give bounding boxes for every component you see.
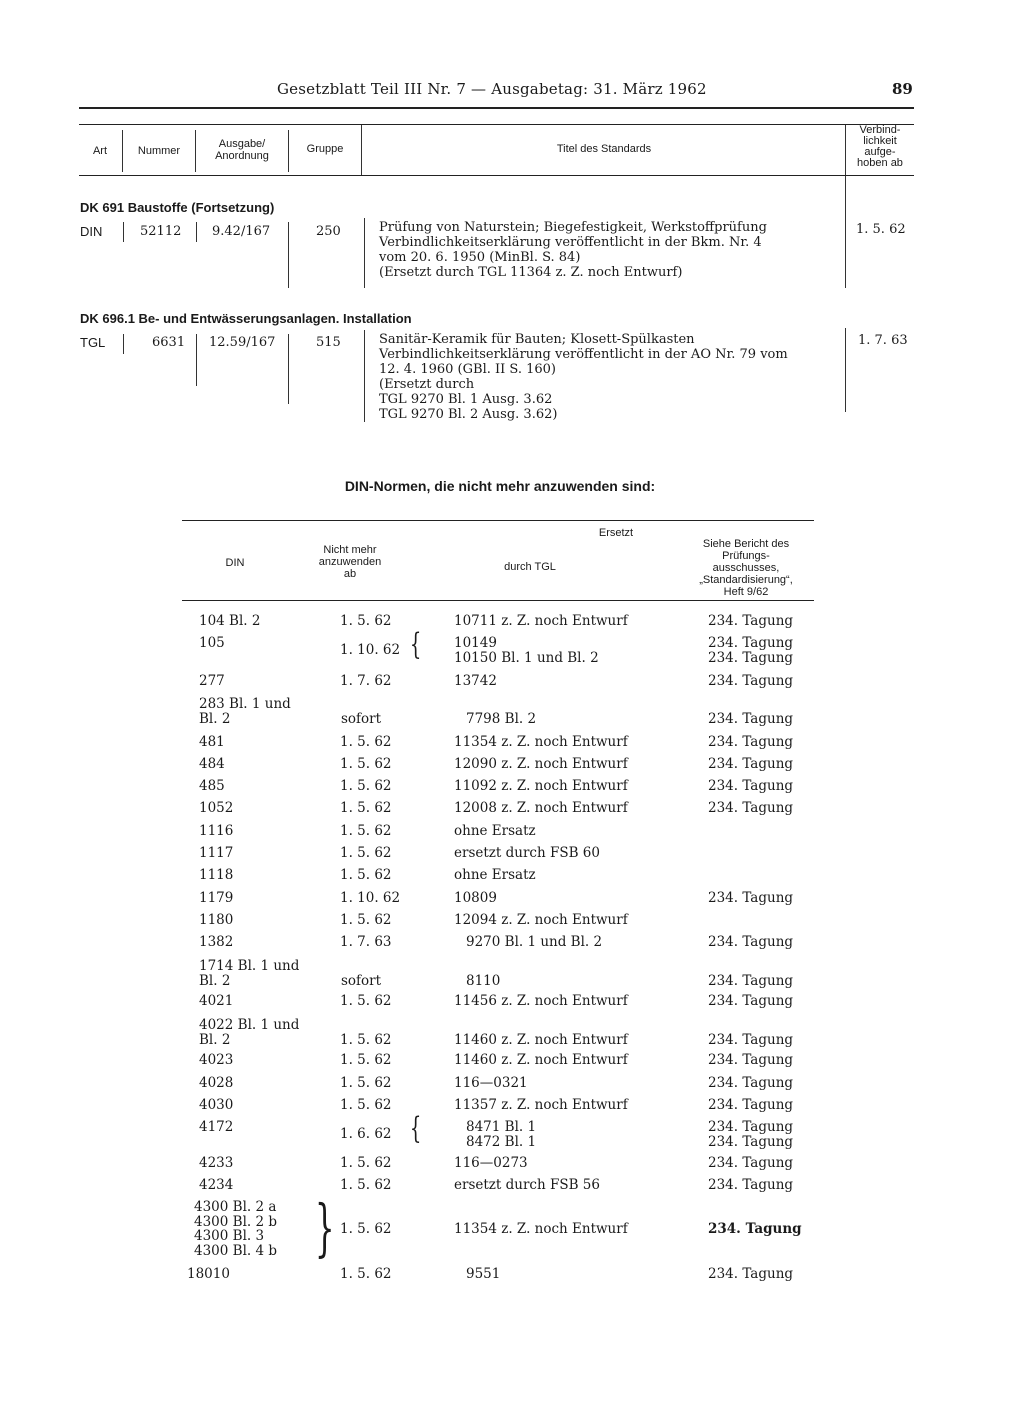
din-number: 1180: [199, 912, 234, 928]
tgl-replacement: 11460 z. Z. noch Entwurf: [454, 1031, 628, 1048]
bericht-tagung: 234. Tagung: [708, 1031, 794, 1048]
entry-title-line: (Ersetzt durch TGL 11364 z. Z. noch Entwurf): [379, 265, 683, 280]
din-number: 4028: [199, 1075, 234, 1091]
entry-title-line: (Ersetzt durch: [379, 377, 475, 392]
din-number: Bl. 2: [199, 710, 231, 727]
bericht-tagung: 234. Tagung: [708, 756, 794, 772]
row-divider: [123, 334, 124, 354]
nicht-mehr-ab: 1. 5. 62: [340, 1177, 392, 1193]
bericht-tagung: 234. Tagung: [708, 800, 794, 816]
row-divider: [123, 222, 124, 242]
col-head-verbindlichkeit: [846, 125, 914, 169]
bericht-tagung: 234. Tagung: [708, 1177, 794, 1193]
din-number: 4300 Bl. 3: [194, 1228, 265, 1244]
bericht-tagung: 234. Tagung: [708, 673, 794, 689]
din-number: 485: [199, 778, 225, 794]
entry-art: TGL: [80, 335, 106, 350]
upper-table-head-rule: [79, 175, 914, 176]
page-header-title: Gesetzblatt Teil III Nr. 7 — Ausgabetag: 31. März 1962: [277, 80, 707, 98]
tgl-replacement: 11354 z. Z. noch Entwurf: [454, 1220, 628, 1237]
col-head-verbindlichkeit-line: Verbind-: [859, 124, 901, 136]
tgl-replacement: 8110: [466, 972, 501, 989]
section-heading: DK 691 Baustoffe (Fortsetzung): [80, 200, 275, 215]
col-head-titel: Titel des Standards: [556, 143, 652, 155]
brace-icon: }: [314, 1191, 335, 1264]
col-head-bericht-line: Heft 9/62: [723, 586, 769, 598]
din-number: 4030: [199, 1097, 234, 1113]
upper-table-top-rule: [79, 124, 914, 125]
bericht-tagung: 234. Tagung: [708, 1075, 794, 1091]
tgl-replacement: 13742: [454, 673, 497, 689]
col-head-gruppe: Gruppe: [306, 143, 344, 155]
head-divider: [288, 130, 289, 172]
entry-title-line: TGL 9270 Bl. 1 Ausg. 3.62: [379, 392, 553, 407]
nicht-mehr-ab: 1. 5. 62: [340, 845, 392, 861]
nicht-mehr-ab: sofort: [341, 710, 382, 727]
entry-ausgabe: 12.59/167: [209, 335, 276, 350]
entry-title-line: Sanitär-Keramik für Bauten; Klosett-Spülkasten: [379, 332, 695, 347]
tgl-replacement: 7798 Bl. 2: [466, 710, 537, 727]
din-number: 4233: [199, 1155, 234, 1171]
nicht-mehr-ab: 1. 5. 62: [340, 912, 392, 928]
bericht-tagung: 234. Tagung: [708, 778, 794, 794]
bericht-tagung: 234. Tagung: [708, 1052, 794, 1068]
din-table-heading: DIN-Normen, die nicht mehr anzuwenden sind:: [344, 478, 656, 494]
row-divider: [196, 222, 197, 242]
nicht-mehr-ab: 1. 5. 62: [340, 734, 392, 750]
din-table-head-rule: [182, 600, 814, 601]
entry-art: DIN: [80, 224, 103, 239]
bericht-tagung: 234. Tagung: [708, 993, 794, 1009]
din-number: 4021: [199, 993, 234, 1009]
col-head-ersetzt: Ersetzt: [598, 527, 634, 539]
nicht-mehr-ab: 1. 5. 62: [340, 613, 392, 629]
din-number: 1116: [199, 823, 234, 839]
tgl-replacement: 8471 Bl. 1: [466, 1119, 537, 1135]
nicht-mehr-ab: 1. 5. 62: [340, 823, 392, 839]
tgl-replacement: 116—0273: [454, 1155, 528, 1171]
nicht-mehr-ab: sofort: [341, 972, 382, 989]
din-number: 1118: [199, 867, 234, 883]
header-rule: [79, 107, 914, 109]
nicht-mehr-ab: 1. 7. 63: [340, 934, 392, 950]
head-divider: [845, 125, 846, 175]
tgl-replacement: 10150 Bl. 1 und Bl. 2: [454, 649, 599, 666]
din-number: 481: [199, 734, 225, 750]
din-number: 105: [199, 635, 225, 651]
bericht-tagung: 234. Tagung: [708, 934, 794, 950]
col-head-ausgabe-line: Anordnung: [215, 150, 269, 162]
din-number: 1714 Bl. 1 und: [199, 958, 300, 974]
nicht-mehr-ab: 1. 10. 62: [340, 890, 401, 906]
din-number: 1179: [199, 890, 234, 906]
col-head-ausgabe-line: Ausgabe/: [218, 138, 266, 150]
tgl-replacement: 9270 Bl. 1 und Bl. 2: [466, 934, 603, 950]
col-head-nicht-mehr-line: anzuwenden: [318, 556, 382, 568]
bericht-tagung: 234. Tagung: [708, 635, 794, 651]
page-number: 89: [892, 80, 913, 98]
nicht-mehr-ab: 1. 5. 62: [340, 993, 392, 1009]
tgl-replacement: 12094 z. Z. noch Entwurf: [454, 912, 628, 928]
row-divider: [196, 334, 197, 386]
bericht-tagung: 234. Tagung: [708, 972, 794, 989]
din-number: 1117: [199, 845, 234, 861]
din-number: Bl. 2: [199, 1031, 231, 1048]
bericht-tagung: 234. Tagung: [708, 1119, 794, 1135]
bericht-tagung: 234. Tagung: [708, 1220, 802, 1237]
col-head-nicht-mehr-line: ab: [343, 568, 357, 580]
entry-title: [379, 332, 788, 422]
entry-ausgabe: 9.42/167: [212, 224, 271, 239]
col-head-ausgabe: [197, 138, 287, 162]
nicht-mehr-ab: 1. 5. 62: [340, 1155, 392, 1171]
col-head-nummer: Nummer: [137, 145, 181, 157]
col-head-bericht-line: Siehe Bericht des: [702, 538, 790, 550]
entry-title-line: Verbindlichkeitserklärung veröffentlicht in der AO Nr. 79 vom: [379, 347, 788, 362]
din-number: 484: [199, 756, 225, 772]
bericht-tagung: 234. Tagung: [708, 613, 794, 629]
tgl-replacement: ersetzt durch FSB 60: [454, 845, 600, 861]
tgl-replacement: 11357 z. Z. noch Entwurf: [454, 1097, 628, 1113]
nicht-mehr-ab: 1. 5. 62: [340, 778, 392, 794]
entry-nummer: 6631: [152, 335, 186, 350]
nicht-mehr-ab: 1. 10. 62: [340, 642, 401, 659]
din-number: 1382: [199, 934, 234, 950]
din-number: 4022 Bl. 1 und: [199, 1017, 300, 1033]
entry-title: [379, 220, 767, 280]
nicht-mehr-ab: 1. 5. 62: [340, 1220, 392, 1237]
col-head-durch-tgl: durch TGL: [504, 561, 556, 573]
bericht-tagung: 234. Tagung: [708, 1155, 794, 1171]
din-number: 277: [199, 673, 225, 689]
row-divider: [288, 334, 289, 404]
din-number: 4234: [199, 1177, 234, 1193]
tgl-replacement: ersetzt durch FSB 56: [454, 1177, 600, 1193]
bericht-tagung: 234. Tagung: [708, 734, 794, 750]
tgl-replacement: 10711 z. Z. noch Entwurf: [454, 613, 628, 629]
head-divider: [122, 130, 123, 172]
tgl-replacement: 11456 z. Z. noch Entwurf: [454, 993, 628, 1009]
entry-gruppe: 515: [316, 335, 341, 350]
row-divider: [364, 330, 365, 422]
nicht-mehr-ab: 1. 5. 62: [340, 1097, 392, 1113]
din-number: 18010: [187, 1266, 230, 1282]
din-number: 4300 Bl. 2 a: [194, 1199, 277, 1215]
bericht-tagung: 234. Tagung: [708, 649, 794, 666]
col-head-verbindlichkeit-line: hoben ab: [857, 157, 903, 169]
col-head-nicht-mehr: [310, 544, 390, 580]
row-divider: [845, 328, 846, 412]
entry-gruppe: 250: [316, 224, 341, 239]
entry-title-line: TGL 9270 Bl. 2 Ausg. 3.62): [379, 407, 558, 422]
tgl-replacement: 8472 Bl. 1: [466, 1133, 537, 1150]
din-number: 1052: [199, 800, 234, 816]
nicht-mehr-ab: 1. 7. 62: [340, 673, 392, 689]
col-head-bericht-line: ausschusses,: [712, 562, 780, 574]
bericht-tagung: 234. Tagung: [708, 1097, 794, 1113]
nicht-mehr-ab: 1. 5. 62: [340, 867, 392, 883]
entry-aufgehoben: 1. 7. 63: [858, 333, 908, 348]
col-head-din: DIN: [225, 557, 245, 569]
col-head-art: Art: [92, 145, 108, 157]
tgl-replacement: 10149: [454, 635, 497, 651]
tgl-replacement: 9551: [466, 1266, 501, 1282]
brace-icon: {: [409, 627, 422, 662]
din-number: 4300 Bl. 4 b: [194, 1242, 277, 1259]
head-divider: [361, 125, 362, 175]
nicht-mehr-ab: 1. 5. 62: [340, 800, 392, 816]
col-head-bericht-line: Prüfungs-: [722, 550, 770, 562]
tgl-replacement: ohne Ersatz: [454, 823, 536, 839]
bericht-tagung: 234. Tagung: [708, 1266, 794, 1282]
din-table-top-rule: [182, 520, 814, 521]
entry-title-line: Verbindlichkeitserklärung veröffentlicht in der Bkm. Nr. 4: [379, 235, 762, 250]
nicht-mehr-ab: 1. 6. 62: [340, 1126, 392, 1143]
tgl-replacement: 11460 z. Z. noch Entwurf: [454, 1052, 628, 1068]
entry-nummer: 52112: [140, 224, 182, 239]
nicht-mehr-ab: 1. 5. 62: [340, 1266, 392, 1282]
tgl-replacement: ohne Ersatz: [454, 867, 536, 883]
head-divider: [195, 130, 196, 172]
entry-aufgehoben: 1. 5. 62: [856, 222, 906, 237]
bericht-tagung: 234. Tagung: [708, 890, 794, 906]
nicht-mehr-ab: 1. 5. 62: [340, 1075, 392, 1091]
col-head-bericht: [680, 538, 812, 598]
din-number: Bl. 2: [199, 972, 231, 989]
col-head-verbindlichkeit-line: lichkeit: [863, 135, 897, 147]
nicht-mehr-ab: 1. 5. 62: [340, 1052, 392, 1068]
row-divider: [845, 176, 846, 288]
bericht-tagung: 234. Tagung: [708, 1133, 794, 1150]
tgl-replacement: 11354 z. Z. noch Entwurf: [454, 734, 628, 750]
nicht-mehr-ab: 1. 5. 62: [340, 756, 392, 772]
entry-title-line: Prüfung von Naturstein; Biegefestigkeit, Werkstoffprüfung: [379, 220, 767, 235]
col-head-nicht-mehr-line: Nicht mehr: [323, 544, 377, 556]
entry-title-line: 12. 4. 1960 (GBl. II S. 160): [379, 362, 556, 377]
din-number: 4300 Bl. 2 b: [194, 1213, 277, 1230]
row-divider: [364, 218, 365, 288]
section-heading: DK 696.1 Be- und Entwässerungsanlagen. Installation: [80, 311, 412, 326]
tgl-replacement: 10809: [454, 890, 497, 906]
tgl-replacement: 12090 z. Z. noch Entwurf: [454, 756, 628, 772]
din-number: 4172: [199, 1119, 234, 1135]
tgl-replacement: 116—0321: [454, 1075, 528, 1091]
din-number: 283 Bl. 1 und: [199, 696, 291, 712]
din-number: 104 Bl. 2: [199, 613, 261, 629]
tgl-replacement: 11092 z. Z. noch Entwurf: [454, 778, 628, 794]
brace-icon: {: [409, 1111, 422, 1146]
bericht-tagung: 234. Tagung: [708, 710, 794, 727]
col-head-bericht-line: „Standardisierung“,: [699, 574, 793, 586]
din-number: 4023: [199, 1052, 234, 1068]
nicht-mehr-ab: 1. 5. 62: [340, 1031, 392, 1048]
tgl-replacement: 12008 z. Z. noch Entwurf: [454, 800, 628, 816]
entry-title-line: vom 20. 6. 1950 (MinBl. S. 84): [379, 250, 581, 265]
col-head-verbindlichkeit-line: aufge-: [864, 146, 896, 158]
row-divider: [288, 222, 289, 288]
